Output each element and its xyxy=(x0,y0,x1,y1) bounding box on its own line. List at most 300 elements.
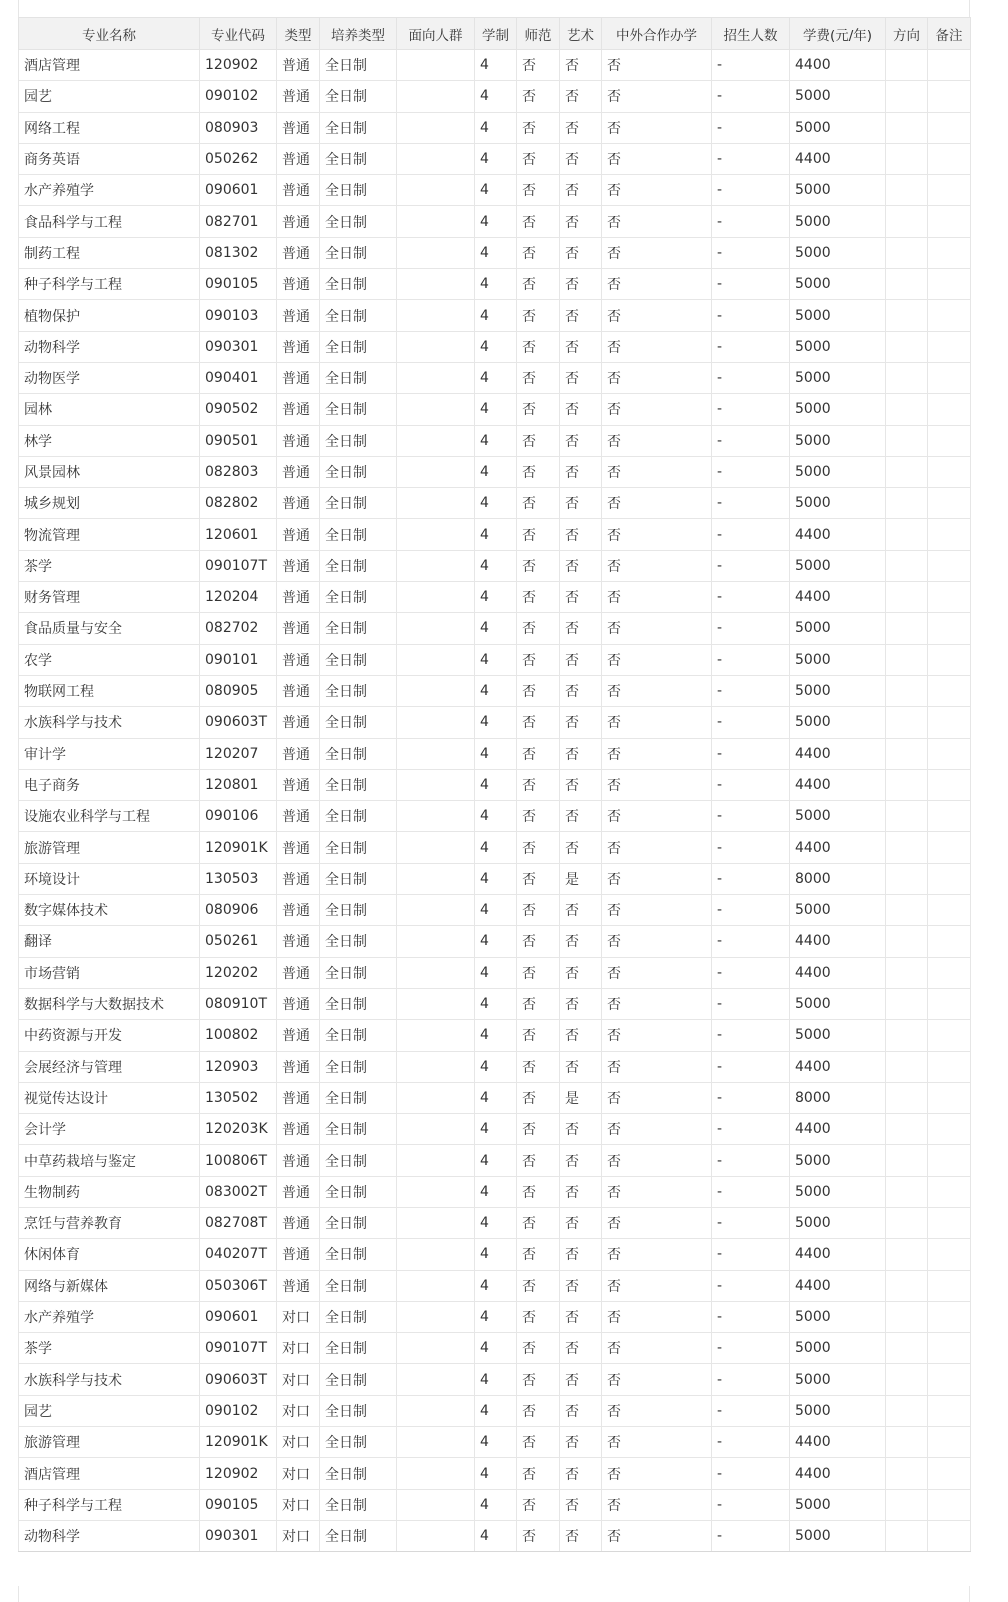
cell-duration: 4 xyxy=(475,331,517,362)
table-row xyxy=(19,1364,971,1395)
cell-art: 否 xyxy=(560,832,602,863)
cell-direction xyxy=(886,926,928,957)
cell-enrollment: - xyxy=(712,1364,790,1395)
table-row xyxy=(19,957,971,988)
cell-normal: 否 xyxy=(517,143,560,174)
cell-normal: 否 xyxy=(517,1520,560,1551)
cell-art: 否 xyxy=(560,644,602,675)
cell-enrollment: - xyxy=(712,488,790,519)
cell-target-group xyxy=(397,81,475,112)
cell-enrollment: - xyxy=(712,425,790,456)
cell-art: 否 xyxy=(560,675,602,706)
cell-remarks xyxy=(928,613,971,644)
cell-enrollment: - xyxy=(712,456,790,487)
table-row xyxy=(19,1333,971,1364)
cell-major-code: 120901K xyxy=(200,832,277,863)
cell-duration: 4 xyxy=(475,50,517,81)
cell-remarks xyxy=(928,1520,971,1551)
cell-direction xyxy=(886,550,928,581)
cell-duration: 4 xyxy=(475,81,517,112)
cell-type: 普通 xyxy=(277,988,320,1019)
table-row xyxy=(19,1145,971,1176)
cell-tuition: 5000 xyxy=(790,456,886,487)
cell-enrollment: - xyxy=(712,81,790,112)
table-row xyxy=(19,738,971,769)
cell-duration: 4 xyxy=(475,394,517,425)
cell-major-code: 040207T xyxy=(200,1239,277,1270)
cell-major-name: 制药工程 xyxy=(19,237,200,268)
table-row xyxy=(19,1207,971,1238)
cell-art: 否 xyxy=(560,1458,602,1489)
cell-normal: 否 xyxy=(517,362,560,393)
cell-major-code: 090301 xyxy=(200,331,277,362)
cell-tuition: 5000 xyxy=(790,81,886,112)
cell-type: 普通 xyxy=(277,519,320,550)
cell-direction xyxy=(886,769,928,800)
cell-joint-program: 否 xyxy=(602,362,712,393)
column-major-name-header: 专业名称 xyxy=(19,18,200,50)
cell-art: 否 xyxy=(560,488,602,519)
cell-remarks xyxy=(928,988,971,1019)
cell-joint-program: 否 xyxy=(602,550,712,581)
cell-tuition: 8000 xyxy=(790,1082,886,1113)
cell-remarks xyxy=(928,394,971,425)
cell-training-type: 全日制 xyxy=(320,1114,397,1145)
cell-remarks xyxy=(928,644,971,675)
cell-remarks xyxy=(928,50,971,81)
cell-tuition: 5000 xyxy=(790,1020,886,1051)
cell-target-group xyxy=(397,1207,475,1238)
cell-type: 对口 xyxy=(277,1520,320,1551)
cell-major-code: 083002T xyxy=(200,1176,277,1207)
column-duration-header: 学制 xyxy=(475,18,517,50)
cell-enrollment: - xyxy=(712,143,790,174)
cell-major-name: 茶学 xyxy=(19,1333,200,1364)
cell-duration: 4 xyxy=(475,112,517,143)
cell-tuition: 4400 xyxy=(790,769,886,800)
cell-training-type: 全日制 xyxy=(320,769,397,800)
cell-type: 普通 xyxy=(277,112,320,143)
cell-direction xyxy=(886,1427,928,1458)
cell-target-group xyxy=(397,1458,475,1489)
cell-type: 普通 xyxy=(277,362,320,393)
cell-tuition: 5000 xyxy=(790,1207,886,1238)
table-row xyxy=(19,1520,971,1551)
cell-joint-program: 否 xyxy=(602,1520,712,1551)
cell-duration: 4 xyxy=(475,675,517,706)
cell-tuition: 4400 xyxy=(790,1239,886,1270)
table-row xyxy=(19,675,971,706)
cell-direction xyxy=(886,269,928,300)
cell-direction xyxy=(886,832,928,863)
cell-target-group xyxy=(397,863,475,894)
cell-duration: 4 xyxy=(475,519,517,550)
cell-duration: 4 xyxy=(475,1458,517,1489)
cell-type: 对口 xyxy=(277,1427,320,1458)
cell-enrollment: - xyxy=(712,1458,790,1489)
cell-type: 普通 xyxy=(277,738,320,769)
cell-training-type: 全日制 xyxy=(320,550,397,581)
cell-joint-program: 否 xyxy=(602,50,712,81)
cell-major-code: 082708T xyxy=(200,1207,277,1238)
cell-type: 普通 xyxy=(277,675,320,706)
cell-duration: 4 xyxy=(475,237,517,268)
cell-tuition: 4400 xyxy=(790,1114,886,1145)
cell-target-group xyxy=(397,1395,475,1426)
cell-duration: 4 xyxy=(475,832,517,863)
cell-target-group xyxy=(397,394,475,425)
cell-type: 普通 xyxy=(277,81,320,112)
cell-art: 否 xyxy=(560,1333,602,1364)
cell-remarks xyxy=(928,237,971,268)
cell-tuition: 5000 xyxy=(790,362,886,393)
cell-major-code: 120801 xyxy=(200,769,277,800)
cell-training-type: 全日制 xyxy=(320,613,397,644)
cell-type: 普通 xyxy=(277,269,320,300)
cell-joint-program: 否 xyxy=(602,613,712,644)
majors-table xyxy=(18,17,971,1552)
cell-target-group xyxy=(397,738,475,769)
cell-joint-program: 否 xyxy=(602,1395,712,1426)
column-target-group-header: 面向人群 xyxy=(397,18,475,50)
cell-direction xyxy=(886,488,928,519)
table-row xyxy=(19,769,971,800)
cell-art: 否 xyxy=(560,1020,602,1051)
cell-direction xyxy=(886,143,928,174)
cell-major-name: 财务管理 xyxy=(19,582,200,613)
cell-art: 否 xyxy=(560,769,602,800)
cell-training-type: 全日制 xyxy=(320,362,397,393)
cell-major-name: 物联网工程 xyxy=(19,675,200,706)
cell-remarks xyxy=(928,707,971,738)
table-row xyxy=(19,143,971,174)
cell-joint-program: 否 xyxy=(602,143,712,174)
table-row xyxy=(19,1458,971,1489)
cell-major-code: 082802 xyxy=(200,488,277,519)
cell-joint-program: 否 xyxy=(602,582,712,613)
cell-target-group xyxy=(397,269,475,300)
table-row xyxy=(19,362,971,393)
cell-enrollment: - xyxy=(712,738,790,769)
cell-major-name: 数字媒体技术 xyxy=(19,895,200,926)
cell-normal: 否 xyxy=(517,1082,560,1113)
cell-major-code: 090102 xyxy=(200,1395,277,1426)
cell-joint-program: 否 xyxy=(602,519,712,550)
cell-type: 对口 xyxy=(277,1395,320,1426)
cell-major-name: 烹饪与营养教育 xyxy=(19,1207,200,1238)
cell-art: 否 xyxy=(560,300,602,331)
cell-enrollment: - xyxy=(712,1176,790,1207)
cell-direction xyxy=(886,1395,928,1426)
cell-training-type: 全日制 xyxy=(320,1458,397,1489)
cell-duration: 4 xyxy=(475,1020,517,1051)
cell-art: 否 xyxy=(560,738,602,769)
cell-remarks xyxy=(928,801,971,832)
cell-remarks xyxy=(928,456,971,487)
cell-remarks xyxy=(928,206,971,237)
cell-tuition: 5000 xyxy=(790,644,886,675)
cell-type: 普通 xyxy=(277,1051,320,1082)
cell-direction xyxy=(886,801,928,832)
cell-remarks xyxy=(928,331,971,362)
cell-major-name: 电子商务 xyxy=(19,769,200,800)
cell-direction xyxy=(886,425,928,456)
cell-duration: 4 xyxy=(475,362,517,393)
cell-direction xyxy=(886,1270,928,1301)
cell-type: 普通 xyxy=(277,550,320,581)
table-row xyxy=(19,988,971,1019)
cell-remarks xyxy=(928,112,971,143)
table-row xyxy=(19,1270,971,1301)
cell-joint-program: 否 xyxy=(602,1301,712,1332)
cell-normal: 否 xyxy=(517,1114,560,1145)
cell-tuition: 5000 xyxy=(790,1333,886,1364)
cell-tuition: 5000 xyxy=(790,425,886,456)
cell-major-name: 植物保护 xyxy=(19,300,200,331)
cell-major-name: 林学 xyxy=(19,425,200,456)
cell-target-group xyxy=(397,300,475,331)
cell-training-type: 全日制 xyxy=(320,957,397,988)
cell-major-name: 动物医学 xyxy=(19,362,200,393)
cell-joint-program: 否 xyxy=(602,988,712,1019)
cell-target-group xyxy=(397,206,475,237)
cell-major-name: 水产养殖学 xyxy=(19,1301,200,1332)
cell-tuition: 5000 xyxy=(790,801,886,832)
cell-tuition: 5000 xyxy=(790,988,886,1019)
cell-target-group xyxy=(397,675,475,706)
cell-direction xyxy=(886,1051,928,1082)
cell-tuition: 5000 xyxy=(790,707,886,738)
cell-enrollment: - xyxy=(712,206,790,237)
cell-joint-program: 否 xyxy=(602,863,712,894)
table-row xyxy=(19,1301,971,1332)
cell-major-name: 水族科学与技术 xyxy=(19,707,200,738)
cell-joint-program: 否 xyxy=(602,112,712,143)
cell-type: 普通 xyxy=(277,832,320,863)
cell-major-code: 090603T xyxy=(200,1364,277,1395)
cell-enrollment: - xyxy=(712,1239,790,1270)
cell-major-code: 130502 xyxy=(200,1082,277,1113)
cell-target-group xyxy=(397,707,475,738)
cell-target-group xyxy=(397,175,475,206)
cell-enrollment: - xyxy=(712,300,790,331)
cell-enrollment: - xyxy=(712,707,790,738)
cell-enrollment: - xyxy=(712,112,790,143)
cell-duration: 4 xyxy=(475,926,517,957)
cell-major-name: 酒店管理 xyxy=(19,1458,200,1489)
cell-normal: 否 xyxy=(517,519,560,550)
cell-remarks xyxy=(928,1239,971,1270)
cell-training-type: 全日制 xyxy=(320,456,397,487)
cell-training-type: 全日制 xyxy=(320,331,397,362)
cell-normal: 否 xyxy=(517,456,560,487)
table-row xyxy=(19,488,971,519)
cell-type: 普通 xyxy=(277,895,320,926)
cell-duration: 4 xyxy=(475,895,517,926)
cell-direction xyxy=(886,613,928,644)
cell-joint-program: 否 xyxy=(602,1239,712,1270)
cell-art: 否 xyxy=(560,895,602,926)
cell-normal: 否 xyxy=(517,832,560,863)
table-row xyxy=(19,456,971,487)
cell-direction xyxy=(886,456,928,487)
cell-remarks xyxy=(928,550,971,581)
table-bottom-edge xyxy=(18,1586,970,1602)
cell-major-code: 090502 xyxy=(200,394,277,425)
cell-training-type: 全日制 xyxy=(320,675,397,706)
cell-type: 普通 xyxy=(277,456,320,487)
cell-enrollment: - xyxy=(712,269,790,300)
cell-target-group xyxy=(397,237,475,268)
cell-art: 否 xyxy=(560,394,602,425)
cell-tuition: 5000 xyxy=(790,237,886,268)
table-row xyxy=(19,863,971,894)
cell-target-group xyxy=(397,832,475,863)
cell-remarks xyxy=(928,863,971,894)
cell-joint-program: 否 xyxy=(602,1082,712,1113)
cell-art: 是 xyxy=(560,1082,602,1113)
cell-type: 普通 xyxy=(277,957,320,988)
table-row xyxy=(19,550,971,581)
cell-joint-program: 否 xyxy=(602,456,712,487)
cell-major-code: 090102 xyxy=(200,81,277,112)
cell-joint-program: 否 xyxy=(602,738,712,769)
cell-enrollment: - xyxy=(712,769,790,800)
cell-tuition: 4400 xyxy=(790,1270,886,1301)
cell-type: 普通 xyxy=(277,613,320,644)
cell-normal: 否 xyxy=(517,926,560,957)
cell-normal: 否 xyxy=(517,269,560,300)
table-row xyxy=(19,1114,971,1145)
cell-joint-program: 否 xyxy=(602,1427,712,1458)
cell-tuition: 5000 xyxy=(790,331,886,362)
cell-enrollment: - xyxy=(712,832,790,863)
cell-major-name: 食品质量与安全 xyxy=(19,613,200,644)
cell-joint-program: 否 xyxy=(602,769,712,800)
cell-normal: 否 xyxy=(517,1270,560,1301)
cell-joint-program: 否 xyxy=(602,1176,712,1207)
cell-type: 普通 xyxy=(277,50,320,81)
cell-enrollment: - xyxy=(712,550,790,581)
cell-duration: 4 xyxy=(475,1145,517,1176)
cell-major-code: 090501 xyxy=(200,425,277,456)
cell-normal: 否 xyxy=(517,582,560,613)
cell-normal: 否 xyxy=(517,1395,560,1426)
cell-target-group xyxy=(397,1082,475,1113)
cell-joint-program: 否 xyxy=(602,1458,712,1489)
cell-art: 否 xyxy=(560,1395,602,1426)
cell-remarks xyxy=(928,1114,971,1145)
cell-enrollment: - xyxy=(712,1051,790,1082)
cell-enrollment: - xyxy=(712,1395,790,1426)
cell-major-code: 120901K xyxy=(200,1427,277,1458)
cell-type: 对口 xyxy=(277,1364,320,1395)
cell-duration: 4 xyxy=(475,300,517,331)
cell-direction xyxy=(886,1114,928,1145)
cell-type: 普通 xyxy=(277,1114,320,1145)
cell-target-group xyxy=(397,550,475,581)
cell-normal: 否 xyxy=(517,1207,560,1238)
cell-type: 普通 xyxy=(277,1176,320,1207)
cell-joint-program: 否 xyxy=(602,895,712,926)
cell-duration: 4 xyxy=(475,488,517,519)
table-row xyxy=(19,425,971,456)
table-row xyxy=(19,613,971,644)
cell-major-code: 082803 xyxy=(200,456,277,487)
table-row xyxy=(19,206,971,237)
cell-joint-program: 否 xyxy=(602,269,712,300)
cell-target-group xyxy=(397,801,475,832)
cell-enrollment: - xyxy=(712,1427,790,1458)
cell-target-group xyxy=(397,1145,475,1176)
cell-normal: 否 xyxy=(517,895,560,926)
cell-direction xyxy=(886,50,928,81)
cell-enrollment: - xyxy=(712,926,790,957)
cell-target-group xyxy=(397,1239,475,1270)
cell-remarks xyxy=(928,895,971,926)
cell-remarks xyxy=(928,362,971,393)
cell-joint-program: 否 xyxy=(602,425,712,456)
cell-major-code: 120902 xyxy=(200,50,277,81)
cell-enrollment: - xyxy=(712,1270,790,1301)
cell-direction xyxy=(886,738,928,769)
cell-training-type: 全日制 xyxy=(320,488,397,519)
cell-joint-program: 否 xyxy=(602,675,712,706)
cell-art: 否 xyxy=(560,582,602,613)
cell-enrollment: - xyxy=(712,1020,790,1051)
cell-target-group xyxy=(397,1114,475,1145)
cell-major-code: 080903 xyxy=(200,112,277,143)
cell-remarks xyxy=(928,488,971,519)
cell-remarks xyxy=(928,1020,971,1051)
cell-remarks xyxy=(928,1458,971,1489)
cell-art: 否 xyxy=(560,519,602,550)
cell-normal: 否 xyxy=(517,988,560,1019)
cell-remarks xyxy=(928,1145,971,1176)
cell-direction xyxy=(886,394,928,425)
table-row xyxy=(19,237,971,268)
cell-remarks xyxy=(928,1301,971,1332)
cell-enrollment: - xyxy=(712,1082,790,1113)
cell-remarks xyxy=(928,1333,971,1364)
cell-major-name: 城乡规划 xyxy=(19,488,200,519)
cell-major-name: 水产养殖学 xyxy=(19,175,200,206)
cell-duration: 4 xyxy=(475,769,517,800)
cell-art: 否 xyxy=(560,143,602,174)
cell-normal: 否 xyxy=(517,394,560,425)
cell-enrollment: - xyxy=(712,1207,790,1238)
cell-major-name: 翻译 xyxy=(19,926,200,957)
cell-enrollment: - xyxy=(712,801,790,832)
cell-tuition: 5000 xyxy=(790,1176,886,1207)
cell-duration: 4 xyxy=(475,1364,517,1395)
cell-tuition: 4400 xyxy=(790,582,886,613)
cell-enrollment: - xyxy=(712,331,790,362)
cell-major-code: 090301 xyxy=(200,1520,277,1551)
cell-training-type: 全日制 xyxy=(320,707,397,738)
cell-major-name: 动物科学 xyxy=(19,331,200,362)
cell-type: 普通 xyxy=(277,237,320,268)
cell-enrollment: - xyxy=(712,362,790,393)
cell-direction xyxy=(886,1333,928,1364)
cell-duration: 4 xyxy=(475,863,517,894)
cell-target-group xyxy=(397,1020,475,1051)
cell-remarks xyxy=(928,1427,971,1458)
cell-tuition: 5000 xyxy=(790,675,886,706)
cell-training-type: 全日制 xyxy=(320,1239,397,1270)
cell-training-type: 全日制 xyxy=(320,425,397,456)
cell-remarks xyxy=(928,957,971,988)
